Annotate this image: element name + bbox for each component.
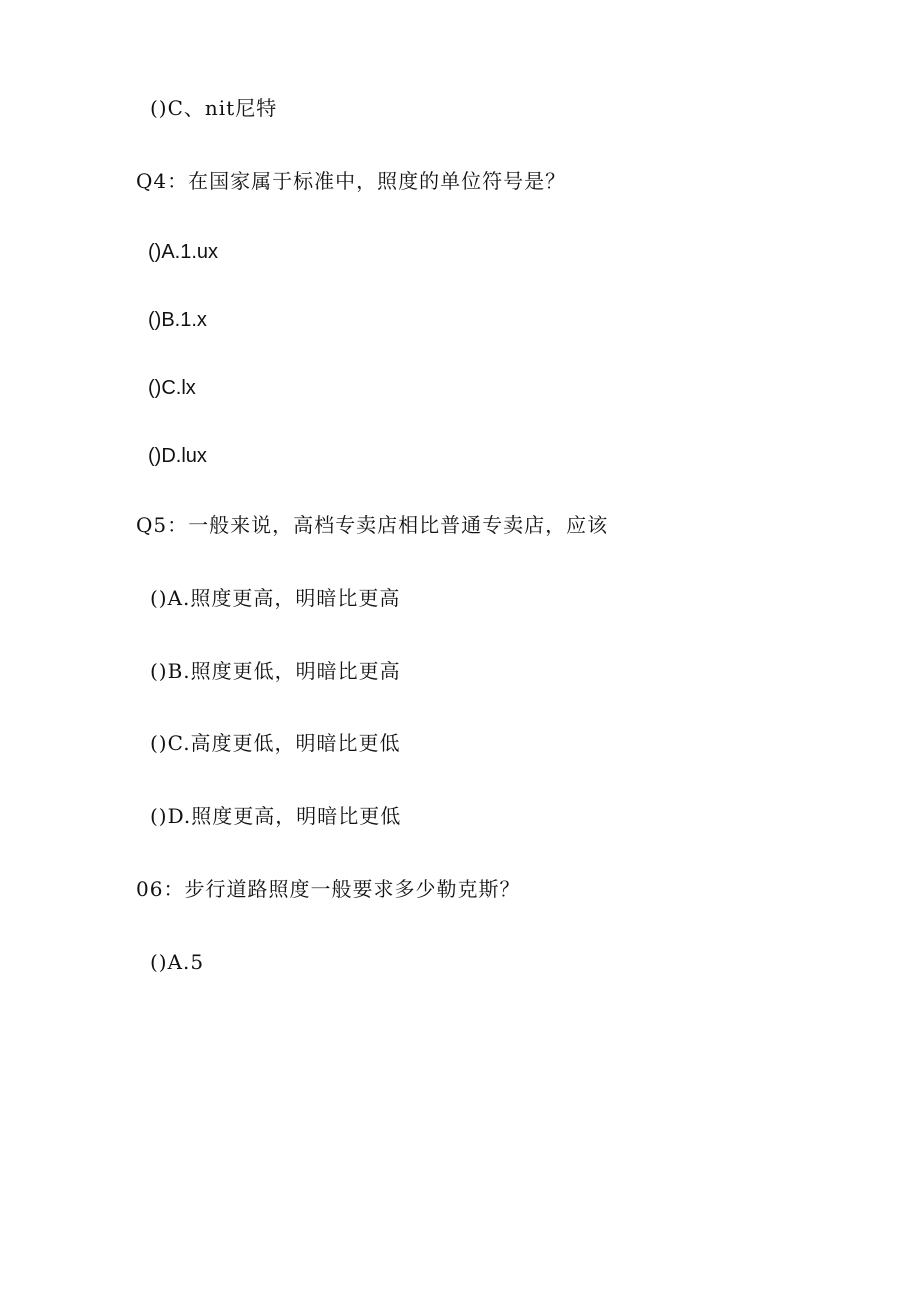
q3-option-c: ()C、nit尼特 [150, 96, 278, 120]
q5-option-a: ()A.照度更高，明暗比更高 [150, 586, 401, 610]
q4-option-b: ()B.1.x [148, 309, 207, 331]
q4-option-a: ()A.1.ux [148, 241, 219, 263]
q5-option-b: ()B.照度更低，明暗比更高 [150, 659, 401, 683]
q6-question: 06：步行道路照度一般要求多少勒克斯？ [136, 877, 521, 901]
q5-option-d: ()D.照度更高，明暗比更低 [150, 804, 402, 828]
q4-option-c: ()C.lx [148, 377, 196, 399]
q4-option-d: ()D.lux [148, 445, 207, 467]
q6-option-a: ()A.5 [150, 950, 205, 974]
q4-question: Q4：在国家属于标准中，照度的单位符号是？ [136, 169, 567, 193]
q5-question: Q5：一般来说，高档专卖店相比普通专卖店，应该 [136, 513, 609, 537]
q5-option-c: ()C.高度更低，明暗比更低 [150, 731, 401, 755]
